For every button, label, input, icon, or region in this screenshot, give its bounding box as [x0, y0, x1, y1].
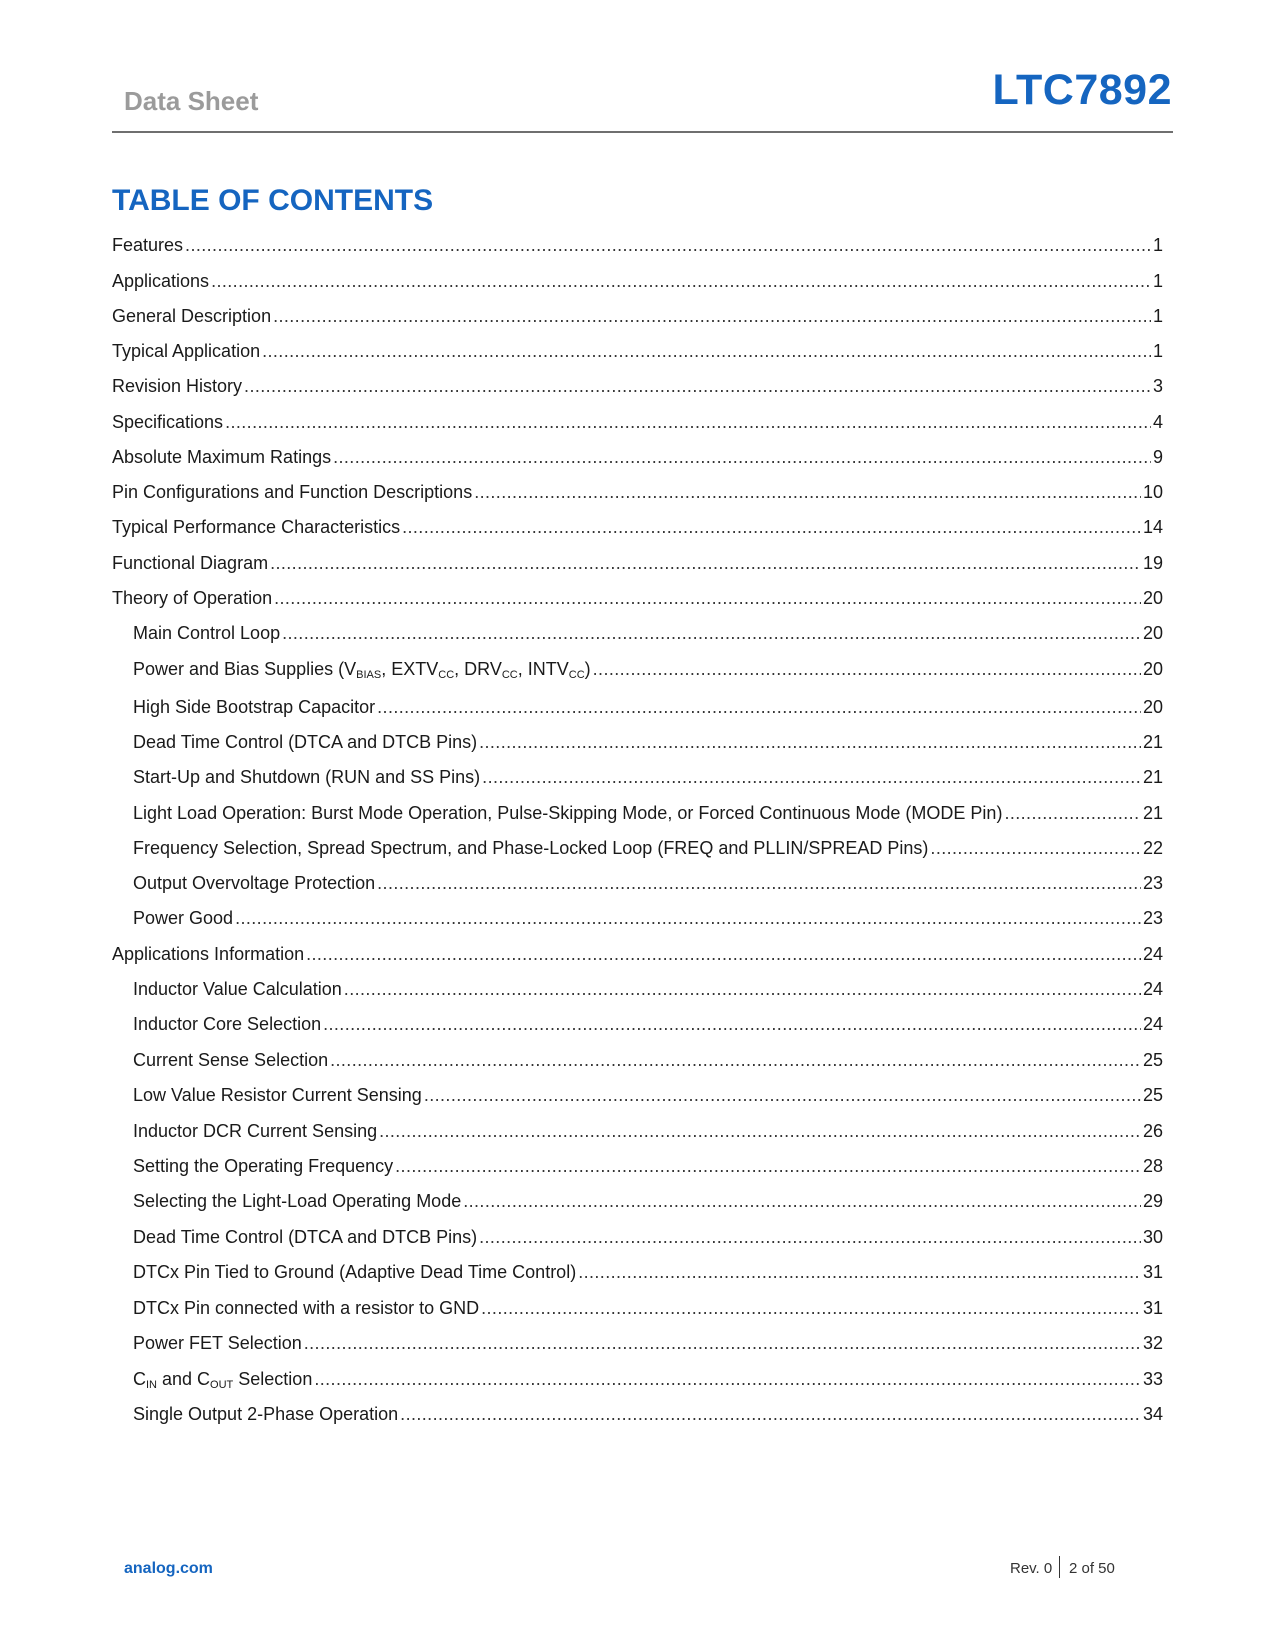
toc-entry-title: Start-Up and Shutdown (RUN and SS Pins) — [133, 767, 481, 787]
toc-entry-page: 20 — [1142, 623, 1163, 643]
toc-entry-title: High Side Bootstrap Capacitor — [133, 697, 376, 717]
toc-entry-title: Power Good — [133, 908, 234, 928]
header-divider — [112, 131, 1173, 133]
toc-dot-leader — [379, 1120, 1141, 1142]
toc-entry-title: Features — [112, 235, 184, 255]
toc-entry-page: 9 — [1152, 447, 1163, 467]
toc-entry-page: 26 — [1142, 1121, 1163, 1141]
toc-entry-page: 29 — [1142, 1191, 1163, 1211]
toc-entry-page: 30 — [1142, 1227, 1163, 1247]
toc-dot-leader — [323, 1013, 1141, 1035]
toc-entry-page: 10 — [1142, 482, 1163, 502]
toc-entry[interactable] — [133, 903, 1163, 929]
toc-entry-page: 31 — [1142, 1262, 1163, 1282]
toc-entry-page: 3 — [1152, 376, 1163, 396]
toc-dot-leader — [463, 1190, 1141, 1212]
toc-entry-title: Selecting the Light-Load Operating Mode — [133, 1191, 462, 1211]
toc-dot-leader — [274, 587, 1141, 609]
toc-entry-title: $C_{IN}$ and $C_{OUT}$ Selection — [133, 1369, 313, 1391]
toc-entry-page: 34 — [1142, 1404, 1163, 1424]
toc-entry-title: Current Sense Selection — [133, 1050, 329, 1070]
toc-dot-leader — [481, 1297, 1141, 1319]
toc-entry[interactable] — [112, 583, 1163, 609]
toc-dot-leader — [330, 1049, 1141, 1071]
footer-separator — [1059, 1556, 1060, 1578]
toc-entry-page: 24 — [1142, 1014, 1163, 1034]
toc-entry[interactable] — [133, 618, 1163, 644]
toc-entry-title: Revision History — [112, 376, 243, 396]
toc-dot-leader — [270, 552, 1141, 574]
toc-entry-page: 1 — [1152, 306, 1163, 326]
toc-dot-leader — [344, 978, 1141, 1000]
toc-entry-page: 20 — [1142, 697, 1163, 717]
toc-entry-title: Low Value Resistor Current Sensing — [133, 1085, 422, 1105]
toc-entry-page: 21 — [1142, 803, 1163, 823]
toc-entry[interactable] — [133, 762, 1163, 788]
toc-entry-title: Applications Information — [112, 944, 305, 964]
toc-entry-title: Power FET Selection — [133, 1333, 302, 1353]
toc-entry[interactable] — [133, 1009, 1163, 1035]
toc-entry-title: Theory of Operation — [112, 588, 273, 608]
toc-entry[interactable] — [133, 654, 1163, 680]
toc-dot-leader — [395, 1155, 1141, 1177]
toc-entry[interactable] — [112, 371, 1163, 397]
toc-entry[interactable] — [112, 230, 1163, 256]
toc-entry-title: Inductor Value Calculation — [133, 979, 342, 999]
toc-dot-leader — [377, 696, 1141, 718]
toc-entry[interactable] — [133, 868, 1163, 894]
toc-entry-title: General Description — [112, 306, 272, 326]
toc-dot-leader — [424, 1084, 1141, 1106]
toc-dot-leader — [474, 481, 1141, 503]
toc-entry-page: 28 — [1142, 1156, 1163, 1176]
footer-page-number: 2 of 50 — [1069, 1560, 1115, 1577]
toc-entry[interactable] — [112, 407, 1163, 433]
toc-entry[interactable] — [112, 512, 1163, 538]
toc-entry-page: 4 — [1152, 412, 1163, 432]
toc-entry-page: 32 — [1142, 1333, 1163, 1353]
toc-entry-page: 25 — [1142, 1085, 1163, 1105]
toc-entry-page: 19 — [1142, 553, 1163, 573]
toc-entry[interactable] — [133, 974, 1163, 1000]
toc-entry-title: DTCx Pin Tied to Ground (Adaptive Dead Time Control) — [133, 1262, 577, 1282]
footer-website-link[interactable]: analog.com — [124, 1560, 213, 1577]
toc-entry-page: 14 — [1142, 517, 1163, 537]
toc-entry[interactable] — [133, 1116, 1163, 1142]
toc-entry-page: 20 — [1142, 659, 1163, 679]
toc-entry-page: 1 — [1152, 341, 1163, 361]
toc-entry[interactable] — [112, 266, 1163, 292]
toc-entry-title: Main Control Loop — [133, 623, 281, 643]
doc-type-label: Data Sheet — [124, 86, 259, 116]
toc-entry[interactable] — [112, 548, 1163, 574]
toc-entry[interactable] — [133, 798, 1163, 824]
toc-dot-leader — [314, 1368, 1141, 1390]
toc-entry-title: Dead Time Control (DTCA and DTCB Pins) — [133, 732, 478, 752]
toc-dot-leader — [578, 1261, 1141, 1283]
toc-entry-page: 21 — [1142, 767, 1163, 787]
toc-entry[interactable] — [133, 727, 1163, 753]
toc-entry-page: 21 — [1142, 732, 1163, 752]
toc-entry[interactable] — [133, 1257, 1163, 1283]
toc-dot-leader — [1004, 802, 1141, 824]
toc-dot-leader — [211, 270, 1151, 292]
toc-entry-page: 1 — [1152, 271, 1163, 291]
toc-dot-leader — [377, 872, 1141, 894]
toc-entry-page: 24 — [1142, 979, 1163, 999]
toc-entry-title: Inductor Core Selection — [133, 1014, 322, 1034]
toc-entry-title: Single Output 2-Phase Operation — [133, 1404, 399, 1424]
toc-dot-leader — [273, 305, 1151, 327]
toc-entry-title: Applications — [112, 271, 210, 291]
toc-entry-title: Output Overvoltage Protection — [133, 873, 376, 893]
toc-dot-leader — [262, 340, 1151, 362]
toc-dot-leader — [306, 943, 1141, 965]
toc-dot-leader — [482, 766, 1141, 788]
toc-entry-title: Dead Time Control (DTCA and DTCB Pins) — [133, 1227, 478, 1247]
toc-dot-leader — [479, 1226, 1141, 1248]
toc-entry[interactable] — [133, 1222, 1163, 1248]
toc-entry-title: Setting the Operating Frequency — [133, 1156, 394, 1176]
toc-dot-leader — [400, 1403, 1141, 1425]
toc-dot-leader — [304, 1332, 1141, 1354]
toc-dot-leader — [930, 837, 1141, 859]
toc-entry-title: Functional Diagram — [112, 553, 269, 573]
toc-entry-page: 22 — [1142, 838, 1163, 858]
toc-entry[interactable] — [112, 336, 1163, 362]
toc-entry-page: 1 — [1152, 235, 1163, 255]
toc-entry-page: 23 — [1142, 908, 1163, 928]
toc-dot-leader — [402, 516, 1141, 538]
toc-dot-leader — [235, 907, 1141, 929]
toc-heading: TABLE OF CONTENTS — [112, 184, 434, 217]
toc-entry-title: Frequency Selection, Spread Spectrum, and Phase-Locked Loop (FREQ and PLLIN/SPREAD Pins) — [133, 838, 929, 858]
toc-entry[interactable] — [133, 692, 1163, 718]
toc-entry-title: Absolute Maximum Ratings — [112, 447, 332, 467]
toc-entry-title: Inductor DCR Current Sensing — [133, 1121, 378, 1141]
toc-dot-leader — [185, 234, 1151, 256]
toc-dot-leader — [244, 375, 1151, 397]
toc-entry[interactable] — [112, 301, 1163, 327]
toc-entry[interactable] — [133, 1151, 1163, 1177]
toc-entry-title: Light Load Operation: Burst Mode Operation, Pulse-Skipping Mode, or Forced Continuous Mode (MODE Pin) — [133, 803, 1003, 823]
toc-entry-page: 20 — [1142, 588, 1163, 608]
toc-entry-page: 25 — [1142, 1050, 1163, 1070]
toc-entry-title: DTCx Pin connected with a resistor to GND — [133, 1298, 480, 1318]
toc-entry-title: Power and Bias Supplies ($V_{BIAS}$, $EXTV_{CC}$, $DRV_{CC}$, $INTV_{CC}$) — [133, 659, 591, 681]
part-number-title: LTC7892 — [992, 66, 1172, 114]
toc-entry[interactable] — [133, 1080, 1163, 1106]
toc-entry-page: 24 — [1142, 944, 1163, 964]
toc-entry[interactable] — [133, 1186, 1163, 1212]
toc-entry-page: 23 — [1142, 873, 1163, 893]
toc-entry[interactable] — [133, 833, 1163, 859]
toc-entry[interactable] — [133, 1328, 1163, 1354]
toc-entry[interactable] — [133, 1364, 1163, 1390]
toc-entry-title: Typical Application — [112, 341, 261, 361]
toc-entry[interactable] — [112, 477, 1163, 503]
toc-entry-page: 33 — [1142, 1369, 1163, 1389]
toc-entry[interactable] — [133, 1045, 1163, 1071]
toc-dot-leader — [282, 622, 1141, 644]
footer-revision: Rev. 0 — [1010, 1560, 1053, 1577]
toc-entry[interactable] — [112, 442, 1163, 468]
toc-entry[interactable] — [133, 1293, 1163, 1319]
toc-dot-leader — [225, 411, 1151, 433]
toc-entry[interactable] — [133, 1399, 1163, 1425]
toc-entry[interactable] — [112, 939, 1163, 965]
toc-dot-leader — [479, 731, 1141, 753]
toc-dot-leader — [593, 658, 1141, 680]
toc-entry-page: 31 — [1142, 1298, 1163, 1318]
toc-entry-title: Typical Performance Characteristics — [112, 517, 401, 537]
toc-dot-leader — [333, 446, 1151, 468]
toc-entry-title: Pin Configurations and Function Descriptions — [112, 482, 473, 502]
toc-entry-title: Specifications — [112, 412, 224, 432]
